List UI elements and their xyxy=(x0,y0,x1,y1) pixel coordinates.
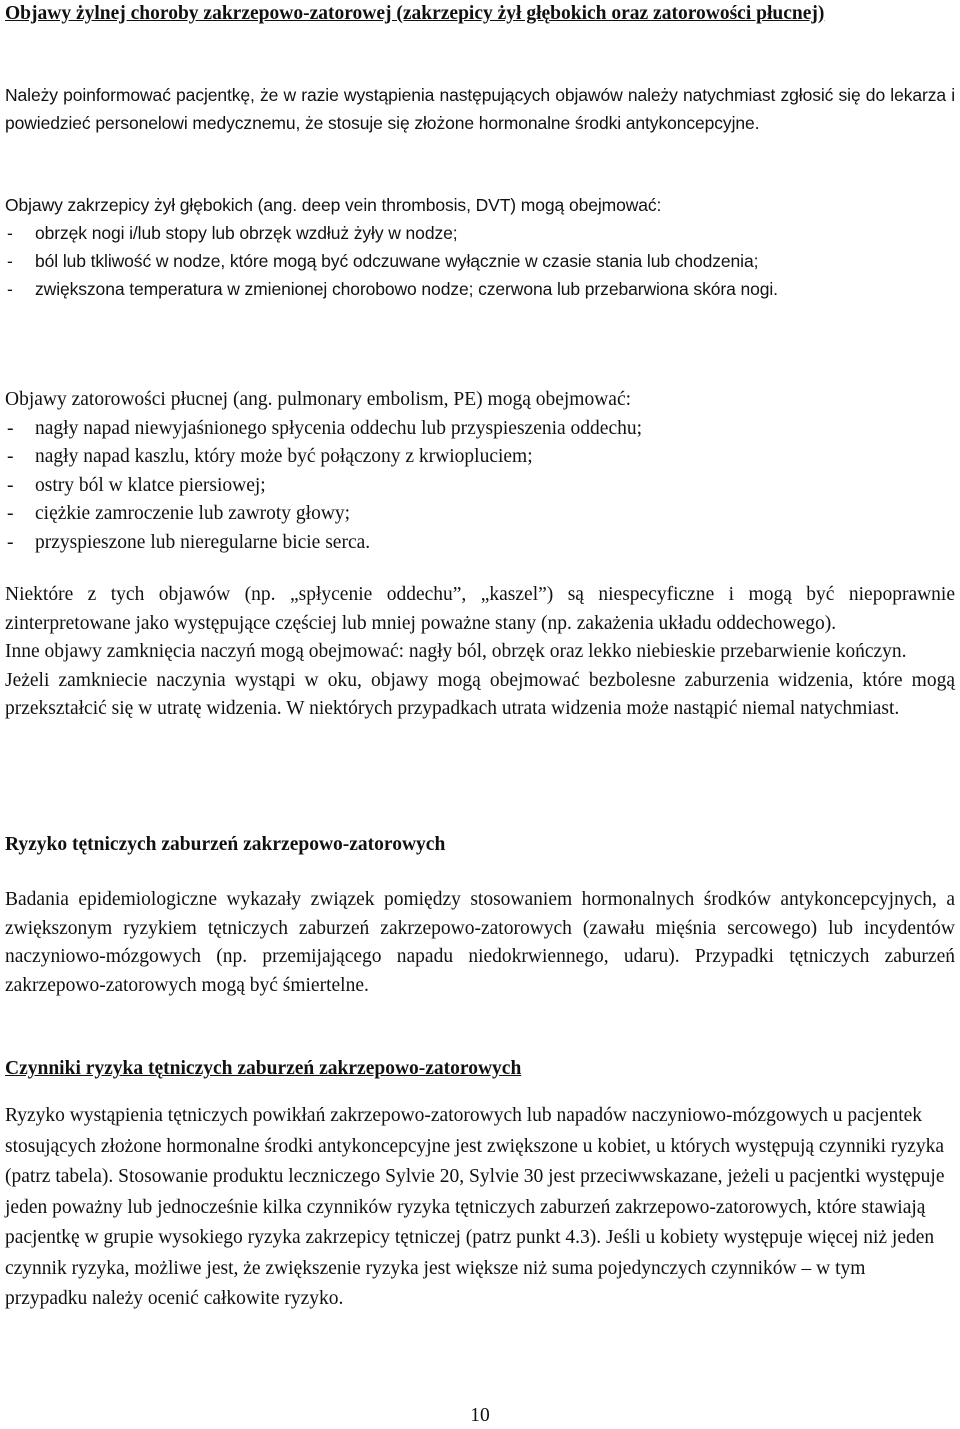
eye-paragraph: Jeżeli zamkniecie naczynia wystąpi w oku, objawy mogą obejmować bezbolesne zaburzenia widzenia, które mogą przekształcić się w utratę widzenia. W niektórych przypadkach utrata widzenia może nastąpić niemal natychmiast. xyxy=(5,669,955,719)
nonspecific-block xyxy=(5,581,955,724)
heading-dvt-pe-symptoms: Objawy żylnej choroby zakrzepowo-zatorowej (zakrzepicy żył głębokich oraz zatorowości płucnej) xyxy=(5,3,825,24)
pe-symptom-list xyxy=(5,415,955,558)
heading-arterial-risk: Ryzyko tętniczych zaburzeń zakrzepowo-zatorowych xyxy=(5,834,446,855)
risk-factors-paragraph: Ryzyko wystąpienia tętniczych powikłań zakrzepowo-zatorowych lub napadów naczyniowo-mózgowych u pacjentek stosujących złożone hormonalne środki antykoncepcyjne jest zwiększone u kobiet, u których występują czynniki ryzyka (patrz tabela). Stosowanie produktu leczniczego Sylvie 20, Sylvie 30 jest przeciwwskazane, jeżeli u pacjentki występuje jeden poważny lub jednocześnie kilka czynników ryzyka tętniczych zaburzeń zakrzepowo-zatorowych, które stawiają pacjentkę w grupie wysokiego ryzyka zakrzepicy tętniczej (patrz punkt 4.3). Jeśli u kobiety występuje więcej niż jeden czynnik ryzyka, możliwe jest, że zwiększenie ryzyka jest większe niż suma pojedynczych czynników – w tym przypadku należy ocenić całkowite ryzyko. xyxy=(5,1105,945,1309)
dvt-symptom-list xyxy=(5,219,955,303)
intro-paragraph: Należy poinformować pacjentkę, że w razie wystąpienia następujących objawów należy natychmiast zgłosić się do lekarza i powiedzieć personelowi medycznemu, że stosuje się złożone hormonalne środki antykoncepcyjne. xyxy=(5,85,955,133)
arterial-risk-paragraph: Badania epidemiologiczne wykazały związek pomiędzy stosowaniem hormonalnych środków antykoncepcyjnych, a zwiększonym ryzykiem tętniczych zaburzeń zakrzepowo-zatorowych (zawału mięśnia sercowego) lub incydentów naczyniowo-mózgowych (np. przemijającego napadu niedokrwiennego, udaru). Przypadki tętniczych zaburzeń zakrzepowo-zatorowych mogą być śmiertelne. xyxy=(5,889,955,996)
occlusion-paragraph: Inne objawy zamknięcia naczyń mogą obejmować: nagły ból, obrzęk oraz lekko niebieskie przebarwienie kończyn. xyxy=(5,641,907,662)
list-item: - nagły napad kaszlu, który może być połączony z krwiopluciem; xyxy=(5,443,955,472)
list-item: - ostry ból w klatce piersiowej; xyxy=(5,472,955,501)
list-item: - nagły napad niewyjaśnionego spłycenia oddechu lub przyspieszenia oddechu; xyxy=(5,415,955,444)
pe-section xyxy=(5,386,955,557)
list-item: - ciężkie zamroczenie lub zawroty głowy; xyxy=(5,500,955,529)
heading-risk-factors: Czynniki ryzyka tętniczych zaburzeń zakrzepowo-zatorowych xyxy=(5,1058,522,1079)
list-item: - zwiększona temperatura w zmienionej chorobowo nodze; czerwona lub przebarwiona skóra nogi. xyxy=(5,275,955,303)
dvt-section xyxy=(5,191,955,303)
list-item: - ból lub tkliwość w nodze, które mogą być odczuwane wyłącznie w czasie stania lub chodzenia; xyxy=(5,247,955,275)
page-number: 10 xyxy=(470,1405,490,1426)
nonspecific-paragraph: Niektóre z tych objawów (np. „spłycenie oddechu”, „kaszel”) są niespecyficzne i mogą być niepoprawnie zinterpretowane jako występujące częściej lub mniej poważne stany (np. zakażenia układu oddechowego). xyxy=(5,584,955,634)
list-item: - obrzęk nogi i/lub stopy lub obrzęk wzdłuż żyły w nodze; xyxy=(5,219,955,247)
list-item: - przyspieszone lub nieregularne bicie serca. xyxy=(5,529,955,558)
pe-intro: Objawy zatorowości płucnej (ang. pulmonary embolism, PE) mogą obejmować: xyxy=(5,389,632,410)
dvt-intro: Objawy zakrzepicy żył głębokich (ang. deep vein thrombosis, DVT) mogą obejmować: xyxy=(5,195,662,215)
